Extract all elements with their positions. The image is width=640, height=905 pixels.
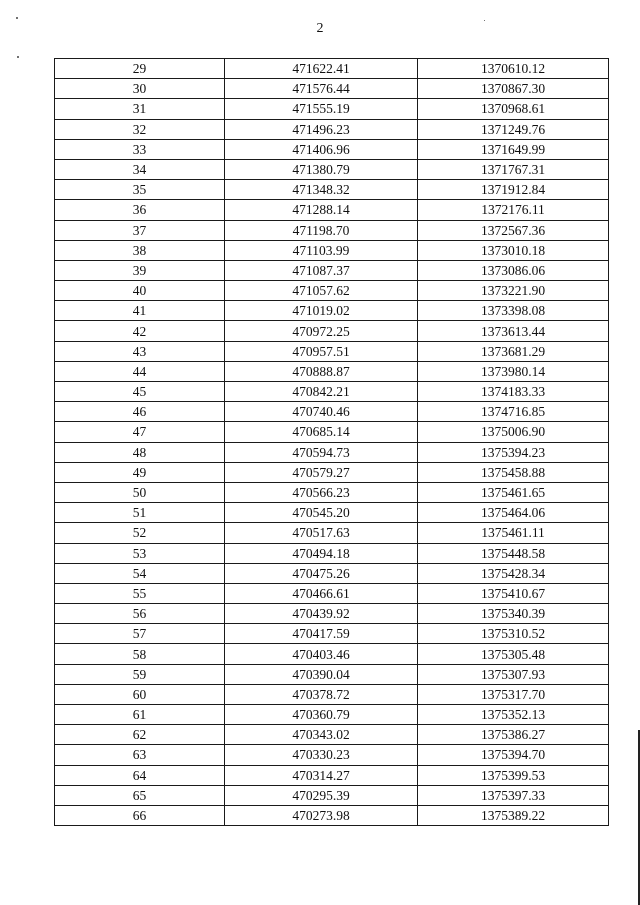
- coordinates-table: [54, 58, 609, 826]
- y-coordinate-cell: 1371912.84: [418, 180, 609, 200]
- scan-speck: [484, 20, 485, 21]
- x-coordinate-cell: 470579.27: [225, 462, 418, 482]
- y-coordinate-cell: 1375458.88: [418, 462, 609, 482]
- x-coordinate-cell: 470545.20: [225, 503, 418, 523]
- table-row: [55, 503, 609, 523]
- x-coordinate-cell: 470295.39: [225, 785, 418, 805]
- x-coordinate-cell: 470378.72: [225, 684, 418, 704]
- x-coordinate-cell: 470273.98: [225, 805, 418, 825]
- y-coordinate-cell: 1375305.48: [418, 644, 609, 664]
- point-number-cell: 56: [55, 604, 225, 624]
- y-coordinate-cell: 1372176.11: [418, 200, 609, 220]
- y-coordinate-cell: 1372567.36: [418, 220, 609, 240]
- y-coordinate-cell: 1373086.06: [418, 260, 609, 280]
- table-row: [55, 341, 609, 361]
- x-coordinate-cell: 470343.02: [225, 725, 418, 745]
- page-number: 2: [316, 21, 324, 36]
- y-coordinate-cell: 1375464.06: [418, 503, 609, 523]
- point-number-cell: 42: [55, 321, 225, 341]
- table-row: [55, 604, 609, 624]
- y-coordinate-cell: 1373980.14: [418, 361, 609, 381]
- point-number-cell: 46: [55, 402, 225, 422]
- point-number-cell: 62: [55, 725, 225, 745]
- table-row: [55, 523, 609, 543]
- x-coordinate-cell: 470517.63: [225, 523, 418, 543]
- table-row: [55, 785, 609, 805]
- point-number-cell: 41: [55, 301, 225, 321]
- table-row: [55, 321, 609, 341]
- point-number-cell: 31: [55, 99, 225, 119]
- y-coordinate-cell: 1375397.33: [418, 785, 609, 805]
- table-row: [55, 240, 609, 260]
- y-coordinate-cell: 1375006.90: [418, 422, 609, 442]
- y-coordinate-cell: 1370610.12: [418, 59, 609, 79]
- point-number-cell: 55: [55, 583, 225, 603]
- point-number-cell: 29: [55, 59, 225, 79]
- x-coordinate-cell: 471348.32: [225, 180, 418, 200]
- point-number-cell: 43: [55, 341, 225, 361]
- table-row: [55, 482, 609, 502]
- x-coordinate-cell: 471057.62: [225, 281, 418, 301]
- y-coordinate-cell: 1375352.13: [418, 705, 609, 725]
- table-row: [55, 442, 609, 462]
- point-number-cell: 63: [55, 745, 225, 765]
- y-coordinate-cell: 1375310.52: [418, 624, 609, 644]
- y-coordinate-cell: 1371249.76: [418, 119, 609, 139]
- x-coordinate-cell: 470888.87: [225, 361, 418, 381]
- x-coordinate-cell: 471019.02: [225, 301, 418, 321]
- x-coordinate-cell: 470594.73: [225, 442, 418, 462]
- table-row: [55, 664, 609, 684]
- x-coordinate-cell: 470957.51: [225, 341, 418, 361]
- point-number-cell: 38: [55, 240, 225, 260]
- y-coordinate-cell: 1373010.18: [418, 240, 609, 260]
- table-row: [55, 563, 609, 583]
- table-row: [55, 624, 609, 644]
- point-number-cell: 66: [55, 805, 225, 825]
- x-coordinate-cell: 470390.04: [225, 664, 418, 684]
- x-coordinate-cell: 470360.79: [225, 705, 418, 725]
- y-coordinate-cell: 1371767.31: [418, 159, 609, 179]
- x-coordinate-cell: 471288.14: [225, 200, 418, 220]
- point-number-cell: 57: [55, 624, 225, 644]
- point-number-cell: 39: [55, 260, 225, 280]
- x-coordinate-cell: 470740.46: [225, 402, 418, 422]
- point-number-cell: 51: [55, 503, 225, 523]
- y-coordinate-cell: 1375410.67: [418, 583, 609, 603]
- y-coordinate-cell: 1370968.61: [418, 99, 609, 119]
- x-coordinate-cell: 471103.99: [225, 240, 418, 260]
- x-coordinate-cell: 471496.23: [225, 119, 418, 139]
- x-coordinate-cell: 470314.27: [225, 765, 418, 785]
- y-coordinate-cell: 1375461.11: [418, 523, 609, 543]
- point-number-cell: 35: [55, 180, 225, 200]
- y-coordinate-cell: 1375428.34: [418, 563, 609, 583]
- table-row: [55, 260, 609, 280]
- table-row: [55, 139, 609, 159]
- point-number-cell: 61: [55, 705, 225, 725]
- x-coordinate-cell: 470475.26: [225, 563, 418, 583]
- x-coordinate-cell: 470403.46: [225, 644, 418, 664]
- x-coordinate-cell: 471622.41: [225, 59, 418, 79]
- x-coordinate-cell: 471087.37: [225, 260, 418, 280]
- table-row: [55, 725, 609, 745]
- y-coordinate-cell: 1375317.70: [418, 684, 609, 704]
- x-coordinate-cell: 471555.19: [225, 99, 418, 119]
- table-row: [55, 159, 609, 179]
- x-coordinate-cell: 470439.92: [225, 604, 418, 624]
- point-number-cell: 37: [55, 220, 225, 240]
- scan-speck: [17, 56, 19, 58]
- table-row: [55, 200, 609, 220]
- y-coordinate-cell: 1371649.99: [418, 139, 609, 159]
- table-row: [55, 422, 609, 442]
- table-row: [55, 99, 609, 119]
- table-row: [55, 543, 609, 563]
- y-coordinate-cell: 1375394.23: [418, 442, 609, 462]
- table-row: [55, 644, 609, 664]
- point-number-cell: 53: [55, 543, 225, 563]
- x-coordinate-cell: 471406.96: [225, 139, 418, 159]
- point-number-cell: 44: [55, 361, 225, 381]
- point-number-cell: 64: [55, 765, 225, 785]
- coordinates-table-body: [55, 59, 609, 826]
- point-number-cell: 50: [55, 482, 225, 502]
- y-coordinate-cell: 1375461.65: [418, 482, 609, 502]
- x-coordinate-cell: 471576.44: [225, 79, 418, 99]
- table-row: [55, 59, 609, 79]
- x-coordinate-cell: 470494.18: [225, 543, 418, 563]
- x-coordinate-cell: 471198.70: [225, 220, 418, 240]
- point-number-cell: 36: [55, 200, 225, 220]
- y-coordinate-cell: 1373398.08: [418, 301, 609, 321]
- x-coordinate-cell: 470842.21: [225, 382, 418, 402]
- table-row: [55, 805, 609, 825]
- point-number-cell: 59: [55, 664, 225, 684]
- table-row: [55, 705, 609, 725]
- y-coordinate-cell: 1373613.44: [418, 321, 609, 341]
- point-number-cell: 40: [55, 281, 225, 301]
- y-coordinate-cell: 1374183.33: [418, 382, 609, 402]
- scan-speck: [16, 17, 18, 19]
- table-row: [55, 583, 609, 603]
- x-coordinate-cell: 470417.59: [225, 624, 418, 644]
- x-coordinate-cell: 470972.25: [225, 321, 418, 341]
- point-number-cell: 52: [55, 523, 225, 543]
- x-coordinate-cell: 470466.61: [225, 583, 418, 603]
- table-row: [55, 402, 609, 422]
- table-row: [55, 281, 609, 301]
- table-row: [55, 745, 609, 765]
- y-coordinate-cell: 1375389.22: [418, 805, 609, 825]
- x-coordinate-cell: 470566.23: [225, 482, 418, 502]
- table-row: [55, 180, 609, 200]
- table-row: [55, 301, 609, 321]
- y-coordinate-cell: 1375386.27: [418, 725, 609, 745]
- y-coordinate-cell: 1375394.70: [418, 745, 609, 765]
- y-coordinate-cell: 1374716.85: [418, 402, 609, 422]
- table-row: [55, 765, 609, 785]
- point-number-cell: 49: [55, 462, 225, 482]
- point-number-cell: 58: [55, 644, 225, 664]
- point-number-cell: 34: [55, 159, 225, 179]
- y-coordinate-cell: 1375340.39: [418, 604, 609, 624]
- y-coordinate-cell: 1375399.53: [418, 765, 609, 785]
- point-number-cell: 54: [55, 563, 225, 583]
- table-row: [55, 79, 609, 99]
- y-coordinate-cell: 1375307.93: [418, 664, 609, 684]
- table-row: [55, 119, 609, 139]
- table-row: [55, 462, 609, 482]
- y-coordinate-cell: 1370867.30: [418, 79, 609, 99]
- point-number-cell: 48: [55, 442, 225, 462]
- table-row: [55, 361, 609, 381]
- table-row: [55, 382, 609, 402]
- point-number-cell: 45: [55, 382, 225, 402]
- point-number-cell: 32: [55, 119, 225, 139]
- point-number-cell: 30: [55, 79, 225, 99]
- point-number-cell: 47: [55, 422, 225, 442]
- point-number-cell: 33: [55, 139, 225, 159]
- y-coordinate-cell: 1375448.58: [418, 543, 609, 563]
- y-coordinate-cell: 1373221.90: [418, 281, 609, 301]
- table-row: [55, 220, 609, 240]
- x-coordinate-cell: 470330.23: [225, 745, 418, 765]
- point-number-cell: 60: [55, 684, 225, 704]
- x-coordinate-cell: 470685.14: [225, 422, 418, 442]
- y-coordinate-cell: 1373681.29: [418, 341, 609, 361]
- x-coordinate-cell: 471380.79: [225, 159, 418, 179]
- point-number-cell: 65: [55, 785, 225, 805]
- table-row: [55, 684, 609, 704]
